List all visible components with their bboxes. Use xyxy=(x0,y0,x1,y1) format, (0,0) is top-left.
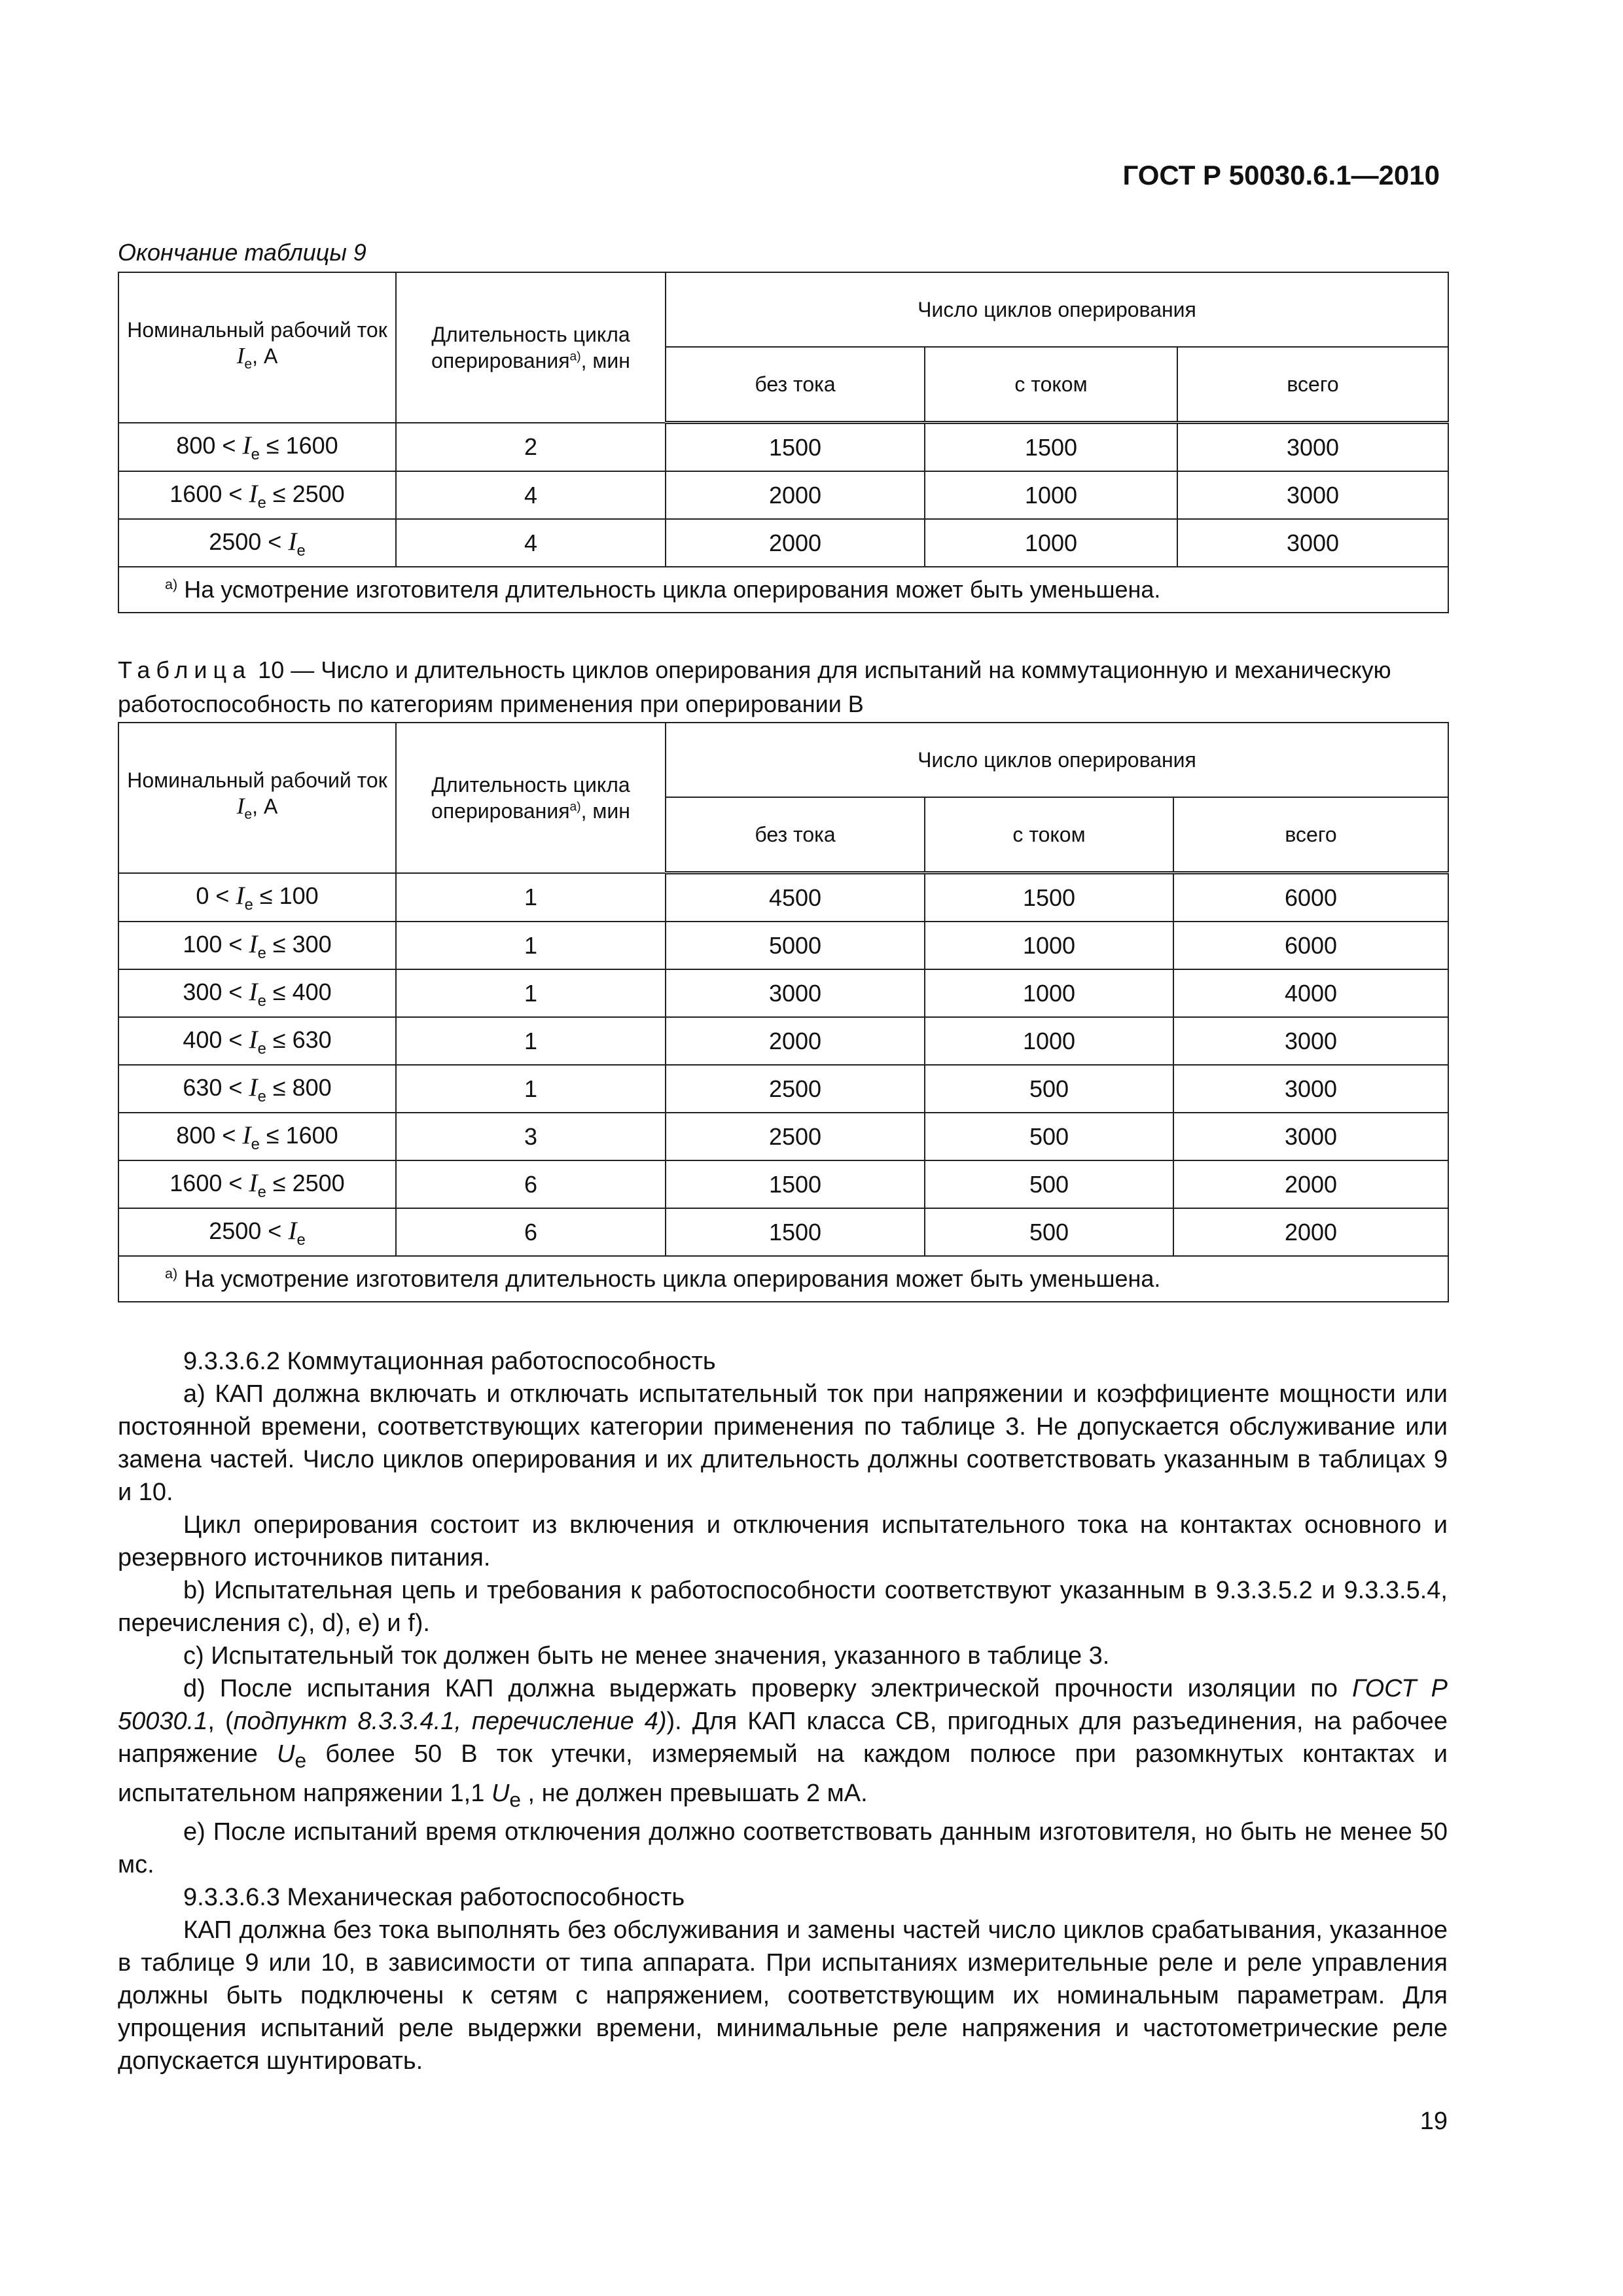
table-row xyxy=(118,873,1448,922)
table-10 xyxy=(118,722,1449,1302)
cell-with-current: 1500 xyxy=(925,423,1177,472)
cell-total: 3000 xyxy=(1177,471,1448,519)
cell-with-current: 1000 xyxy=(925,1017,1173,1065)
table-row xyxy=(118,471,1448,519)
cell-current-range: $2500 < I_e$ xyxy=(118,1208,396,1256)
cell-duration: 4 xyxy=(396,519,666,567)
section-heading-mechanical: 9.3.3.6.3 Механическая работоспособность xyxy=(183,1884,685,1912)
cell-no-current: 3000 xyxy=(666,969,925,1017)
cell-total: 3000 xyxy=(1173,1113,1448,1160)
header-total: всего xyxy=(1173,797,1448,873)
paragraph-a: а) КАП должна включать и отключать испытательный ток при напряжении и коэффициенте мощности или постоянной времени, соответствующих категории применения по таблице 3. Не допускается обслуживание или замена частей. Число циклов оперирования и их длительность должны соответствовать указанным в таблицах 9 и 10. xyxy=(118,1380,1448,1506)
cell-no-current: 2000 xyxy=(666,1017,925,1065)
cell-no-current: 2500 xyxy=(666,1113,925,1160)
cell-total: 3000 xyxy=(1177,519,1448,567)
header-cycles: Число циклов оперирования xyxy=(666,272,1448,347)
cell-with-current: 500 xyxy=(925,1160,1173,1208)
table9-footnote: $^{а)}$ На усмотрение изготовителя длительность цикла оперирования может быть уменьшена. xyxy=(118,567,1448,613)
cell-total: 3000 xyxy=(1177,423,1448,472)
cell-current-range: $800 < I_e \le 1600$ xyxy=(118,1113,396,1160)
cell-duration: 1 xyxy=(396,1065,666,1113)
reference-gost: ГОСТ Р 50030.1 xyxy=(118,1675,1448,1735)
table-row xyxy=(118,423,1448,472)
table10-footnote: $^{а)}$ На усмотрение изготовителя длительность цикла оперирования может быть уменьшена. xyxy=(118,1256,1448,1302)
cell-duration: 6 xyxy=(396,1208,666,1256)
cell-with-current: 500 xyxy=(925,1113,1173,1160)
cell-with-current: 1500 xyxy=(925,873,1173,922)
cell-duration: 3 xyxy=(396,1113,666,1160)
cell-total: 2000 xyxy=(1173,1160,1448,1208)
cell-current-range: $1600 < I_e \le 2500$ xyxy=(118,471,396,519)
cell-no-current: 2000 xyxy=(666,471,925,519)
body-text xyxy=(118,1345,1448,2077)
cell-duration: 1 xyxy=(396,969,666,1017)
cell-current-range: $400 < I_e \le 630$ xyxy=(118,1017,396,1065)
cell-with-current: 1000 xyxy=(925,922,1173,969)
cell-with-current: 1000 xyxy=(925,519,1177,567)
cell-duration: 1 xyxy=(396,873,666,922)
header-duration: Длительность цикла оперирования$^{а)}$, мин xyxy=(396,723,666,873)
cell-current-range: $800 < I_e \le 1600$ xyxy=(118,423,396,472)
cell-no-current: 1500 xyxy=(666,1160,925,1208)
paragraph-c: c) Испытательный ток должен быть не менее значения, указанного в таблице 3. xyxy=(183,1642,1110,1670)
cell-total: 6000 xyxy=(1173,873,1448,922)
header-with-current: с током xyxy=(925,347,1177,423)
table-row xyxy=(118,1113,1448,1160)
paragraph-d: d) После испытания КАП должна выдержать проверку электрической прочности изоляции по ГОСТ Р 50030.1, (подпункт 8.3.3.4.1, перечисление 4)). Для КАП класса СВ, пригодных для разъединения, на рабочее напряжение $U_e$ более 50 В ток утечки, измеряемый на каждом полюсе при разомкнутых контактах и испытательном напряжении 1,1 $U_e$ , не должен превышать 2 мА. xyxy=(118,1675,1448,1812)
cell-current-range: $2500 < I_e$ xyxy=(118,519,396,567)
table-row xyxy=(118,1017,1448,1065)
cell-total: 3000 xyxy=(1173,1017,1448,1065)
cell-no-current: 1500 xyxy=(666,1208,925,1256)
table-row xyxy=(118,519,1448,567)
paragraph-e: е) После испытаний время отключения должно соответствовать данным изготовителя, но быть не менее 50 мс. xyxy=(118,1818,1448,1879)
cell-no-current: 5000 xyxy=(666,922,925,969)
cell-duration: 2 xyxy=(396,423,666,472)
cell-with-current: 500 xyxy=(925,1208,1173,1256)
cell-duration: 6 xyxy=(396,1160,666,1208)
table-row xyxy=(118,922,1448,969)
header-duration: Длительность цикла оперирования$^{а)}$, мин xyxy=(396,272,666,423)
header-current: Номинальный рабочий ток $I_e$, А xyxy=(118,272,396,423)
cell-no-current: 2000 xyxy=(666,519,925,567)
table-row xyxy=(118,969,1448,1017)
cell-no-current: 2500 xyxy=(666,1065,925,1113)
cell-total: 3000 xyxy=(1173,1065,1448,1113)
page-number: 19 xyxy=(1419,2108,1448,2135)
cell-duration: 1 xyxy=(396,922,666,969)
cell-with-current: 1000 xyxy=(925,471,1177,519)
cell-current-range: $300 < I_e \le 400$ xyxy=(118,969,396,1017)
cell-current-range: $1600 < I_e \le 2500$ xyxy=(118,1160,396,1208)
section-heading-switching: 9.3.3.6.2 Коммутационная работоспособность xyxy=(183,1348,716,1375)
table-row xyxy=(118,1065,1448,1113)
cell-total: 2000 xyxy=(1173,1208,1448,1256)
header-no-current: без тока xyxy=(666,347,925,423)
cell-current-range: $100 < I_e \le 300$ xyxy=(118,922,396,969)
cell-with-current: 1000 xyxy=(925,969,1173,1017)
paragraph-mechanical: КАП должна без тока выполнять без обслуживания и замены частей число циклов срабатывания, указанное в таблице 9 или 10, в зависимости от типа аппарата. При испытаниях измерительные реле и реле управления должны быть подключены к сетям с напряжением, соответствующим их номинальным параметрам. Для упрощения испытаний реле выдержки времени, минимальные реле напряжения и частотометрические реле допускается шунтировать. xyxy=(118,1916,1448,2075)
table10-caption: Таблица 10 — Число и длительность циклов оперирования для испытаний на коммутационную и механическую работоспособность по категориям применения при оперировании В xyxy=(118,656,1391,717)
header-current: Номинальный рабочий ток $I_e$, А xyxy=(118,723,396,873)
paragraph-b: b) Испытательная цепь и требования к работоспособности соответствуют указанным в 9.3.3.5.2 и 9.3.3.5.4, перечисления c), d), e) и f). xyxy=(118,1577,1448,1637)
cell-total: 4000 xyxy=(1173,969,1448,1017)
header-total: всего xyxy=(1177,347,1448,423)
cell-no-current: 1500 xyxy=(666,423,925,472)
table-row xyxy=(118,1160,1448,1208)
cell-total: 6000 xyxy=(1173,922,1448,969)
header-no-current: без тока xyxy=(666,797,925,873)
paragraph-cycle: Цикл оперирования состоит из включения и отключения испытательного тока на контактах основного и резервного источников питания. xyxy=(118,1511,1448,1571)
table-9 xyxy=(118,272,1449,613)
cell-with-current: 500 xyxy=(925,1065,1173,1113)
cell-current-range: $0 < I_e \le 100$ xyxy=(118,873,396,922)
header-with-current: с током xyxy=(925,797,1173,873)
document-code: ГОСТ Р 50030.6.1—2010 xyxy=(1122,160,1440,190)
table9-caption: Окончание таблицы 9 xyxy=(118,239,366,266)
table-row xyxy=(118,1208,1448,1256)
cell-no-current: 4500 xyxy=(666,873,925,922)
cell-duration: 1 xyxy=(396,1017,666,1065)
cell-duration: 4 xyxy=(396,471,666,519)
header-cycles: Число циклов оперирования xyxy=(666,723,1448,797)
reference-subclause: подпункт 8.3.3.4.1, перечисление 4) xyxy=(233,1708,667,1735)
cell-current-range: $630 < I_e \le 800$ xyxy=(118,1065,396,1113)
